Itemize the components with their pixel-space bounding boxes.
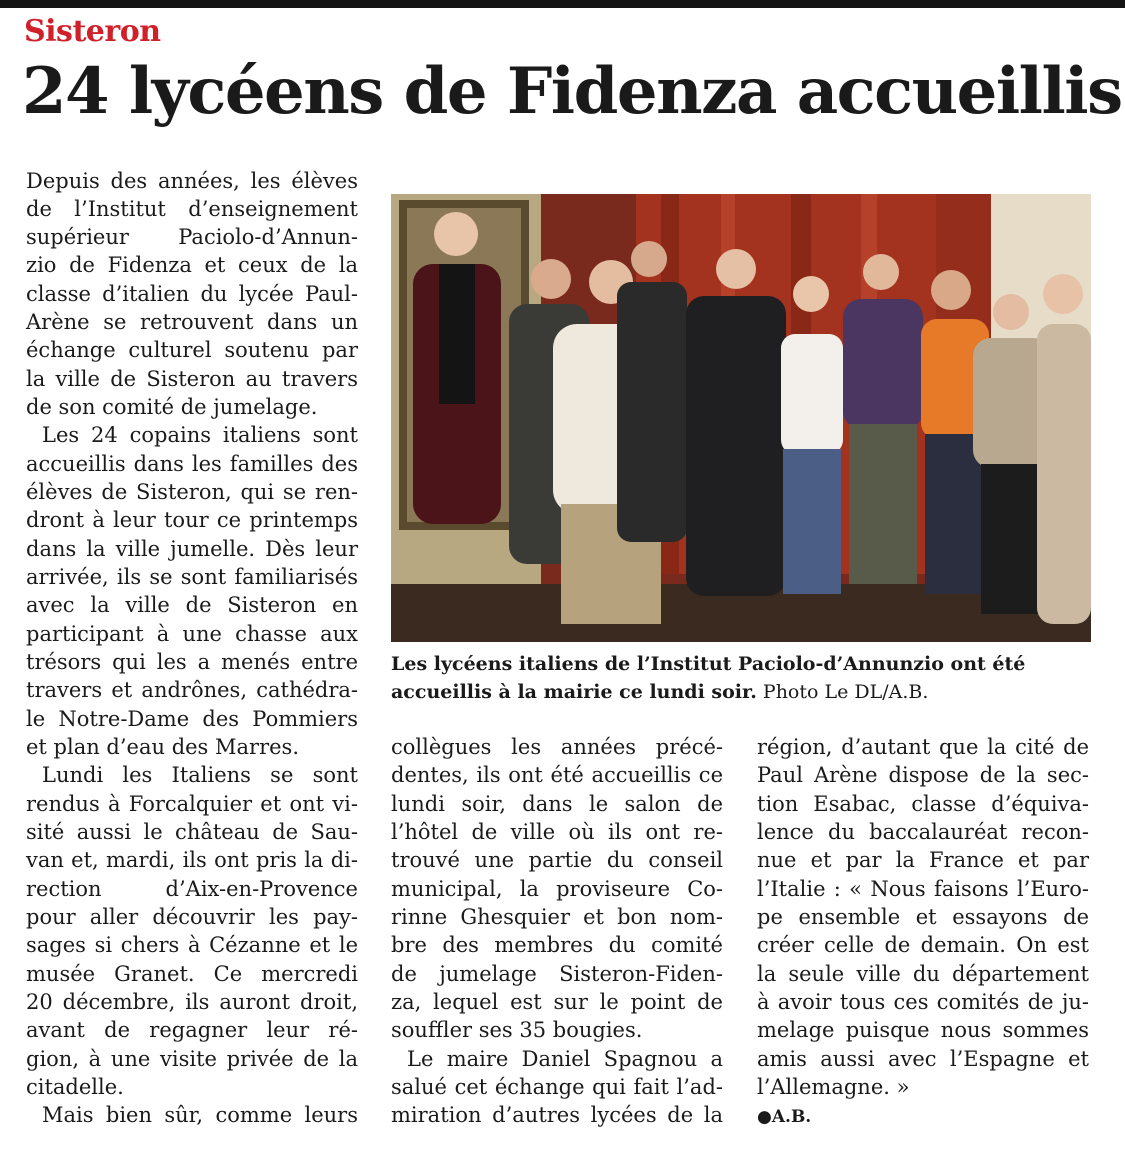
body-line: musée Granet. Ce mercredi [26,962,358,986]
body-line: Arène se retrouvent dans un [26,310,358,334]
body-line: sages si chers à Cézanne et le [26,933,358,957]
body-line: sité aussi le château de Sau- [26,820,358,844]
body-line: collègues les années précé- [391,735,723,759]
body-line: miration d’autres lycées de la [391,1103,723,1127]
body-line: l’hôtel de ville où ils ont re- [391,820,723,844]
body-line: za, lequel est sur le point de [391,990,723,1014]
body-line: dans la ville jumelle. Dès leur [26,537,358,561]
top-rule [0,0,1125,8]
section-kicker: Sisteron [24,14,161,49]
body-line: participant à une chasse aux [26,622,358,646]
body-line: la ville de Sisteron au travers [26,367,358,391]
body-line: et plan d’eau des Marres. [26,735,299,759]
body-line: région, d’autant que la cité de [757,735,1089,759]
photo-caption [391,650,1091,706]
body-line: nue et par la France et par [757,848,1089,872]
body-line: échange culturel soutenu par [26,338,358,362]
body-line: de son comité de jumelage. [26,395,318,419]
body-line: le Notre-Dame des Pommiers [26,707,358,731]
body-line: lence du baccalauréat recon- [757,820,1089,844]
body-line: gion, à une visite privée de la [26,1047,358,1071]
article-headline: 24 lycéens de Fidenza accueillis [22,54,1122,129]
body-line: salué cet échange qui fait l’ad- [391,1075,723,1099]
author-signature: ●A.B. [757,1107,812,1127]
body-line: élèves de Sisteron, qui se ren- [26,480,358,504]
caption-text: Les lycéens italiens de l’Institut Paciolo-d’Annunzio ont été accueillis à la mairie ce lundi soir. [391,653,1026,703]
body-line: créer celle de demain. On est [757,933,1089,957]
body-line: avant de regagner leur ré- [26,1018,358,1042]
body-line: de l’Institut d’enseignement [26,197,358,221]
body-line: van et, mardi, ils ont pris la di- [26,848,358,872]
body-line: dentes, ils ont été accueillis ce [391,763,723,787]
body-line: rection d’Aix-en-Provence [26,877,358,901]
photo-credit: Photo Le DL/A.B. [756,681,929,703]
body-line: travers et andrônes, cathédra- [26,678,358,702]
body-line: souffler ses 35 bougies. [391,1018,643,1042]
body-line: rinne Ghesquier et bon nom- [391,905,723,929]
body-line: Le maire Daniel Spagnou a [407,1047,723,1071]
body-line: Les 24 copains italiens sont [42,423,358,447]
body-line: à avoir tous ces comités de ju- [757,990,1089,1014]
body-line: zio de Fidenza et ceux de la [26,253,358,277]
body-line: arrivée, ils se sont familiarisés [26,565,358,589]
body-line: lundi soir, dans le salon de [391,792,723,816]
body-line: classe d’italien du lycée Paul- [26,282,358,306]
article-photo [391,194,1091,642]
body-line: bre des membres du comité [391,933,723,957]
body-line: accueillis dans les familles des [26,452,358,476]
body-line: l’Italie : « Nous faisons l’Euro- [757,877,1089,901]
body-line: dront à leur tour ce printemps [26,508,358,532]
body-line: la seule ville du département [757,962,1089,986]
body-line: pe ensemble et essayons de [757,905,1089,929]
body-line: municipal, la proviseure Co- [391,877,723,901]
body-line: trésors qui les a menés entre [26,650,358,674]
body-line: citadelle. [26,1075,124,1099]
body-line: tion Esabac, classe d’équiva- [757,792,1089,816]
body-line: de jumelage Sisteron-Fiden- [391,962,723,986]
body-line: l’Allemagne. » [757,1075,910,1099]
body-line: melage puisque nous sommes [757,1018,1089,1042]
body-line: Depuis des années, les élèves [26,169,358,193]
body-line: rendus à Forcalquier et ont vi- [26,792,358,816]
body-line: amis aussi avec l’Espagne et [757,1047,1089,1071]
body-line: Paul Arène dispose de la sec- [757,763,1089,787]
body-line: Mais bien sûr, comme leurs [42,1103,358,1127]
body-line: avec la ville de Sisteron en [26,593,358,617]
body-line: Lundi les Italiens se sont [42,763,358,787]
body-line: trouvé une partie du conseil [391,848,723,872]
body-line: 20 décembre, ils auront droit, [26,990,358,1014]
body-line: pour aller découvrir les pay- [26,905,358,929]
body-line: supérieur Paciolo-d’Annun- [26,225,358,249]
